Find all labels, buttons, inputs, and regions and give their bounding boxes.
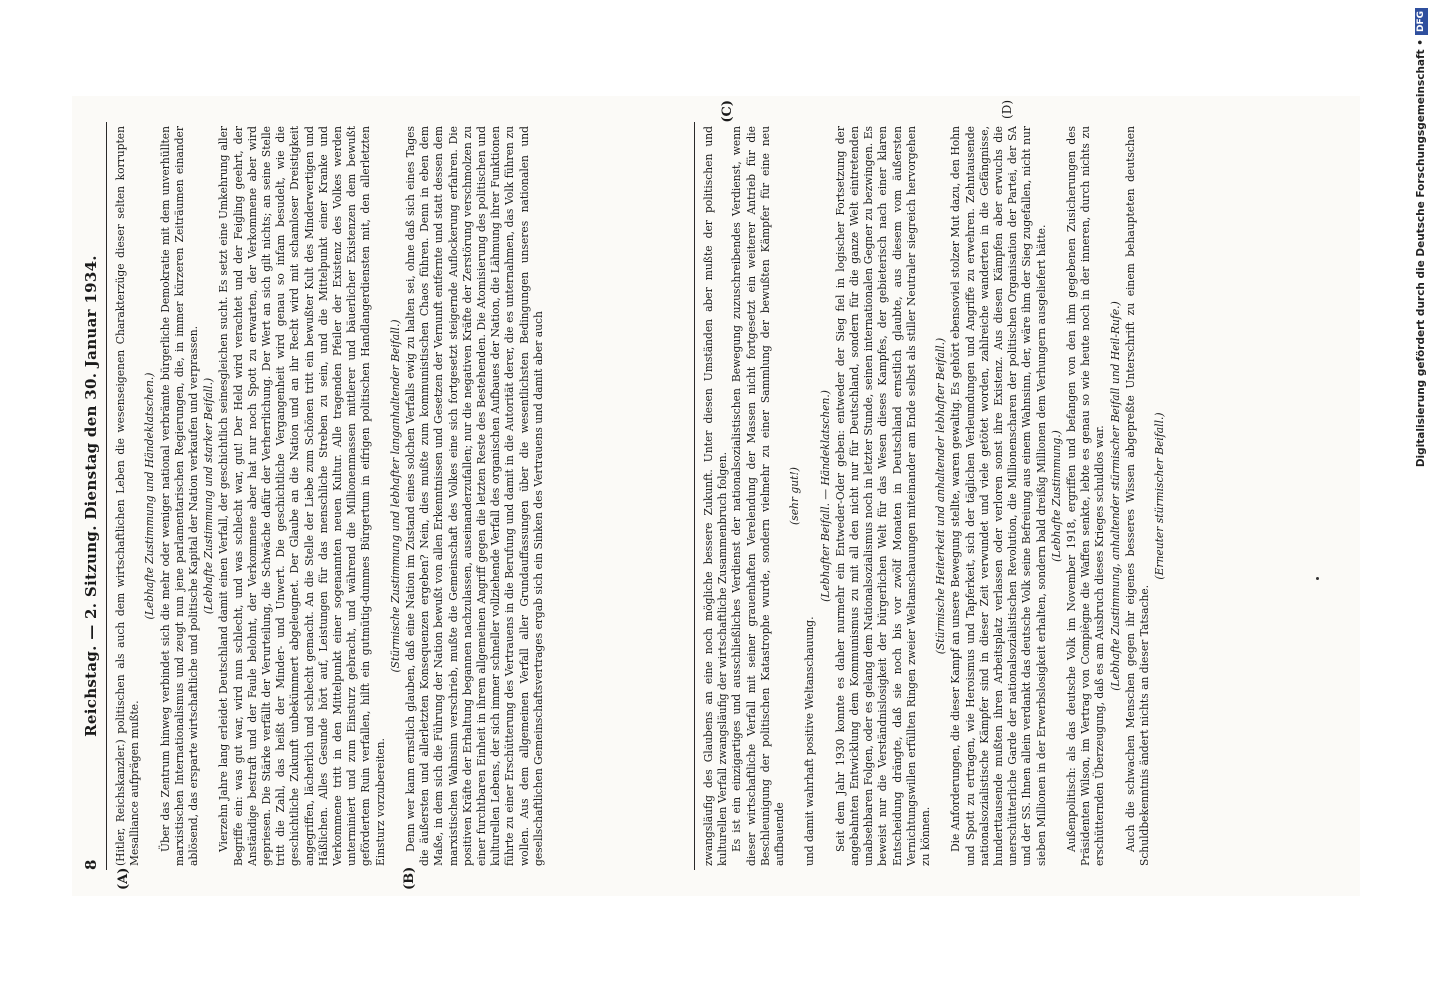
audience-reaction: (Stürmische Heiterkeit und anhaltender lebhafter Beifall.) <box>934 337 948 655</box>
column-paragraph: zwangsläufig des Glaubens an eine noch mögliche bessere Zukunft. Unter diesen Umständen aber mußte der politischen und kulturellen Verfall zwangsläufig der wirtschaftliche Zusammenbruch folgen. <box>702 126 730 866</box>
page-header <box>80 122 107 870</box>
page-content-rotated <box>72 96 1360 896</box>
column-paragraph: Es ist ein einzigartiges und ausschließliches Verdienst der nationalsozialistischen Bewegung zuzuschreibendes Verdienst, wenn dieser wirtschaftliche Verfall mit seiner grauenhaften Verelendung der Massen nicht fortgesetzt ein weiterer Antrieb für die Beschleunigung der politischen Katastrophe wurde, sondern vielmehr zu einer Sammlung der bewußten Kämpfer für eine neu aufbauende <box>730 126 787 866</box>
column-paragraph: Über das Zentrum hinweg verbindet sich die mehr oder weniger national verbrämte bürgerliche Demokratie mit dem unverhüllten marxistischen Internationalismus und zeugt nun jene parlamentarischen Regierungen, die, in immer kürzeren Zeiträumen einander ablösend, das ersparte wirtschaftliche und politische Kapital der Nation verkaufen und verprassen. <box>158 126 201 866</box>
scanned-page <box>72 96 1360 896</box>
credit-text: Digitalisierung gefördert durch die Deutsche Forschungsgemeinschaft • <box>1415 39 1427 468</box>
margin-marker-d: (D) <box>1000 100 1014 119</box>
text-column-right <box>702 126 1352 866</box>
column-paragraph: Seit dem Jahr 1930 konnte es daher nurmehr ein Entweder-Oder geben: entweder der Sieg fiel in logischer Fortsetzung der angebahnten Entwicklung dem Kommunismus zu mit all den nicht nur für Deutschland, sondern für die ganze Welt eintretenden unabsehbaren Folgen, oder es gelang dem Nationalsozialismus noch in letzter Stunde, seinen internationalen Gegner zu bezwingen. Es beweist nur die Verständnislosigkeit der bürgerlichen Welt für das Wesen dieses Kampfes, der gebieterisch nach einer klaren Entscheidung drängte, daß sie noch bis vor zwölf Monaten in Deutschland ernstlich glaubte, aus diesem vom äußersten Vernichtungswillen erfüllten Ringen zweier Weltanschauungen miteinander am Ende selbst als stiller Neutraler siegreich hervorgehen zu können. <box>833 126 933 866</box>
column-divider <box>694 122 695 870</box>
digitization-credit <box>1411 8 1431 708</box>
audience-reaction: (Lebhafte Zustimmung.) <box>1049 430 1063 562</box>
margin-marker-b: (B) <box>402 866 417 890</box>
audience-reaction: (Erneuter stürmischer Beifall.) <box>1153 412 1167 580</box>
print-speck <box>1316 577 1319 580</box>
audience-reaction: (sehr gut!) <box>788 467 802 525</box>
audience-reaction: (Lebhafter Beifall. — Händeklatschen.) <box>818 390 832 602</box>
margin-marker-a: (A) <box>116 867 131 890</box>
column-paragraph: (Hitler, Reichskanzler.) politischen als auch dem wirtschaftlichen Leben die wesenseigenen Charakterzüge dieser selten korrupten Mesalliance aufprägen mußte. <box>114 126 142 866</box>
audience-reaction: (Lebhafte Zustimmung und starker Beifall.) <box>202 377 216 615</box>
column-paragraph: Auch die schwachen Menschen gegen ihr eigenes besseres Wissen abgepreßte Unterschrift zu einem behaupteten deutschen Schuldbekenntnis ändert nichts an dieser Tatsache. <box>1123 126 1152 866</box>
audience-reaction: (Stürmische Zustimmung und lebhafter langanhaltender Beifall.) <box>388 319 402 673</box>
column-paragraph: Vierzehn Jahre lang erleidet Deutschland damit einen Verfall, der geschichtlich seinesgleichen sucht. Es setzt eine Umkehrung aller Begriffe ein: was gut war, wird nun schlecht, und was schlecht war, gut! Der Held wird verachtet und der Feigling geehrt, der Anständige bestraft und der Faule belohnt, der Verkommene aber hat nur noch Spott zu erwarten, der Verkommene aber wird gepriesen. Die Stärke verfällt der Verurteilung, die Schwäche dafür der Verherrlichung. Der Wert an sich gilt nichts; an seine Stelle tritt die Zahl, das heißt der Minder- und Unwert. Die geschichtliche Vergangenheit wird genau so infam besudelt, wie die geschichtliche Zukunft unbekümmert abgeleugnet. Der Glaube an die Nation und an ihr Recht wird mit schamloser Dreistigkeit angegriffen, lächerlich und schlecht gemacht. An die Stelle der Liebe zum Schönen tritt ein bewußter Kult des Minderwertigen und Häßlichen. Alles Gesunde hört auf, Leistungen für das menschliche Streben zu sein, und die Mittelpunkt einer Kranke und Verkommene tritt in den Mittelpunkt einer sogenannten neuen Kultur. Alle tragenden Pfeiler der Existenz des Volkes werden unterminiert und zum Einsturz gebracht, und während die Millionenmassen mittlerer und bäuerlicher Existenzen dem bewußt gefördertem Ruin verfallen, hilft ein gutmütig-dummes Bürgertum in eifrigen politischen Handlangerdiensten mit, den allerletzten Einsturz vorzubereiten. <box>217 126 387 866</box>
audience-reaction: (Lebhafte Zustimmung und Händeklatschen.) <box>143 372 157 620</box>
audience-reaction: (Lebhafte Zustimmung, anhaltender stürmischer Beifall und Heil-Rufe.) <box>1108 301 1122 691</box>
margin-marker-c: (C) <box>720 100 735 123</box>
column-paragraph: und damit wahrhaft positive Weltanschauung. <box>803 616 817 866</box>
text-column-left <box>114 126 688 866</box>
column-paragraph: Außenpolitisch: als das deutsche Volk im November 1918, ergriffen und befangen von den ihm gegebenen Zusicherungen des Präsidenten Wilson, im Vertrag von Compiègne die Waffen senkte, lebte es genau so wie heute noch in der inneren, durch nichts zu erschütternden Überzeugung, daß es am Ausbruch dieses Krieges schuldlos war. <box>1065 126 1107 866</box>
running-head: Reichstag. — 2. Sitzung. Dienstag den 30. Januar 1934. <box>82 255 100 737</box>
page-number: 8 <box>82 859 100 870</box>
dfg-logo: DFG <box>1415 8 1428 35</box>
column-paragraph: Die Anforderungen, die dieser Kampf an unsere Bewegung stellte, waren gewaltig. Es gehört ebensoviel stolzer Mut dazu, den Hohn und Spott zu ertragen, wie Heroismus und Tapferkeit, sich der täglichen Verleumdungen und Angriffe zu erwehren. Zehntausende nationalsozialistische Kämpfer sind in dieser Zeit verwundet und viele getötet worden, zahlreiche wanderten in die Gefängnisse, hunderttausende mußten ihren Arbeitsplatz verlassen oder verloren sonst ihre Existenz. Aus diesen Kämpfen aber erwuchs die unerschütterliche Garde der nationalsozialistischen Revolution, die Millionenscharen der politischen Organisation der Partei, der SA und der SS. Ihnen allein verdankt das deutsche Volk seine Befreiung aus einem Wahnsinn, der, wäre ihm der Sieg zugefallen, nicht nur sieben Millionen in der Erwerbslosigkeit erhalten, sondern bald dreißig Millionen dem Verhungern ausgeliefert hätte. <box>949 126 1048 866</box>
column-paragraph: Denn wer kann ernstlich glauben, daß eine Nation im Zustand eines solchen Verfalls ewig zu halten sei, ohne daß sich eines Tages die äußersten und allerletzten Konsequenzen ergeben? Nein, dies mußte zum kommunistischen Chaos führen. Denn in eben dem Maße, in dem sich die Führung der Nation bewußt von allen Erkenntnissen und Gesetzen der Vernunft entfernte und statt dessen dem marxistischen Wahnsinn verschrieb, mußte die Gemeinschaft des Volkes eine sich fortgesetzt steigernde Auflockerung erfahren. Die positiven Kräfte der Erhaltung begannen nachzulassen, auseinanderzufallen; nur die negativen Kräfte der Zerstörung verschmolzen zu einer furchtbaren Einheit in ihrem allgemeinen Angriff gegen die letzten Reste des Bestehenden. Die Atomisierung des politischen und kulturellen Lebens, der sich immer schneller vollziehende Verfall des organischen Aufbaues der Nation, die Lähmung ihrer Funktionen führte zu einer Erschütterung des Vertrauens in die Berufung und damit in die Autorität derer, die es unternahmen, das Volk führen zu wollen. Aus dem allgemeinen Verfall aller Grundauffassungen über die wesentlichsten Bedingungen unseres nationalen und gesellschaftlichen Gemeinschaftsvertrages ergab sich ein Sinken des Vertrauens und damit aber auch <box>404 126 545 866</box>
